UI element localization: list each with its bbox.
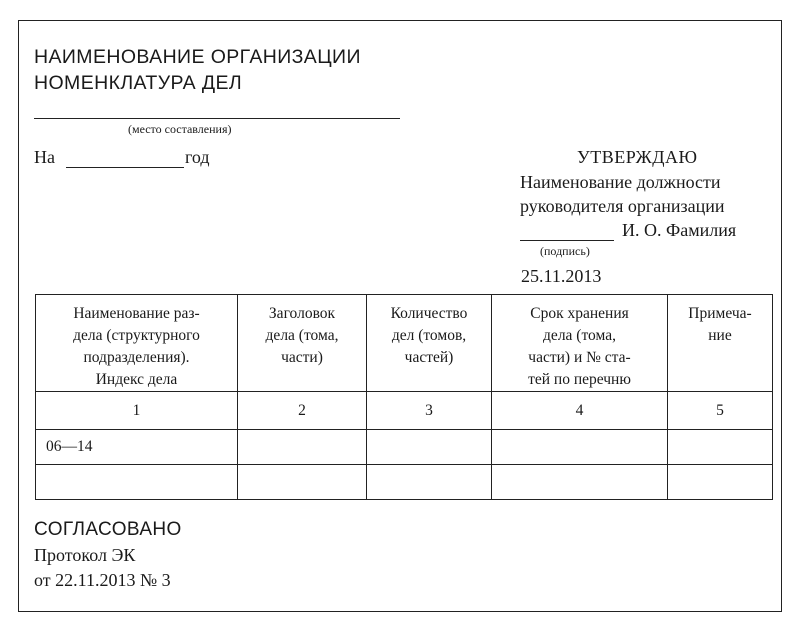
table-row bbox=[36, 430, 773, 465]
signature-line bbox=[520, 240, 614, 241]
table-cell bbox=[492, 430, 668, 465]
year-prefix: На bbox=[34, 147, 55, 167]
organization-name: НАИМЕНОВАНИЕ ОРГАНИЗАЦИИ bbox=[34, 46, 361, 68]
column-number-row bbox=[36, 392, 773, 430]
table-cell bbox=[668, 430, 773, 465]
approval-title: УТВЕРЖДАЮ bbox=[577, 147, 698, 167]
table-cell bbox=[367, 430, 492, 465]
signature-caption: (подпись) bbox=[540, 244, 590, 258]
table-header-row bbox=[36, 295, 773, 392]
place-line bbox=[34, 118, 400, 119]
column-number: 4 bbox=[492, 392, 668, 430]
column-number: 2 bbox=[238, 392, 367, 430]
table-row bbox=[36, 465, 773, 500]
column-number: 3 bbox=[367, 392, 492, 430]
agreement-date: от 22.11.2013 № 3 bbox=[34, 570, 171, 590]
table-cell bbox=[36, 465, 238, 500]
agreement-title: СОГЛАСОВАНО bbox=[34, 519, 182, 540]
approval-date: 25.11.2013 bbox=[521, 266, 602, 286]
header-note: Примеча- ние bbox=[668, 295, 773, 392]
place-caption: (место составления) bbox=[128, 122, 232, 136]
table-cell: 06—14 bbox=[36, 430, 238, 465]
table-cell bbox=[668, 465, 773, 500]
header-case-title: Заголовок дела (тома, части) bbox=[238, 295, 367, 392]
year-suffix: год bbox=[185, 147, 210, 167]
column-number: 1 bbox=[36, 392, 238, 430]
nomenclature-table bbox=[35, 294, 773, 500]
column-number: 5 bbox=[668, 392, 773, 430]
agreement-protocol: Протокол ЭК bbox=[34, 545, 136, 565]
table-cell bbox=[238, 430, 367, 465]
approval-position-line1: Наименование должности bbox=[520, 172, 721, 192]
approval-position-line2: руководителя организации bbox=[520, 196, 725, 216]
header-retention-period: Срок хранения дела (тома, части) и № ста- тей по перечню bbox=[492, 295, 668, 392]
approver-name: И. О. Фамилия bbox=[622, 220, 737, 240]
table-cell bbox=[367, 465, 492, 500]
header-section-index: Наименование раз- дела (структурного подразделения). Индекс дела bbox=[36, 295, 238, 392]
table-cell bbox=[238, 465, 367, 500]
header-case-count: Количество дел (томов, частей) bbox=[367, 295, 492, 392]
table-cell bbox=[492, 465, 668, 500]
year-line bbox=[66, 167, 184, 168]
document-title: НОМЕНКЛАТУРА ДЕЛ bbox=[34, 72, 243, 94]
